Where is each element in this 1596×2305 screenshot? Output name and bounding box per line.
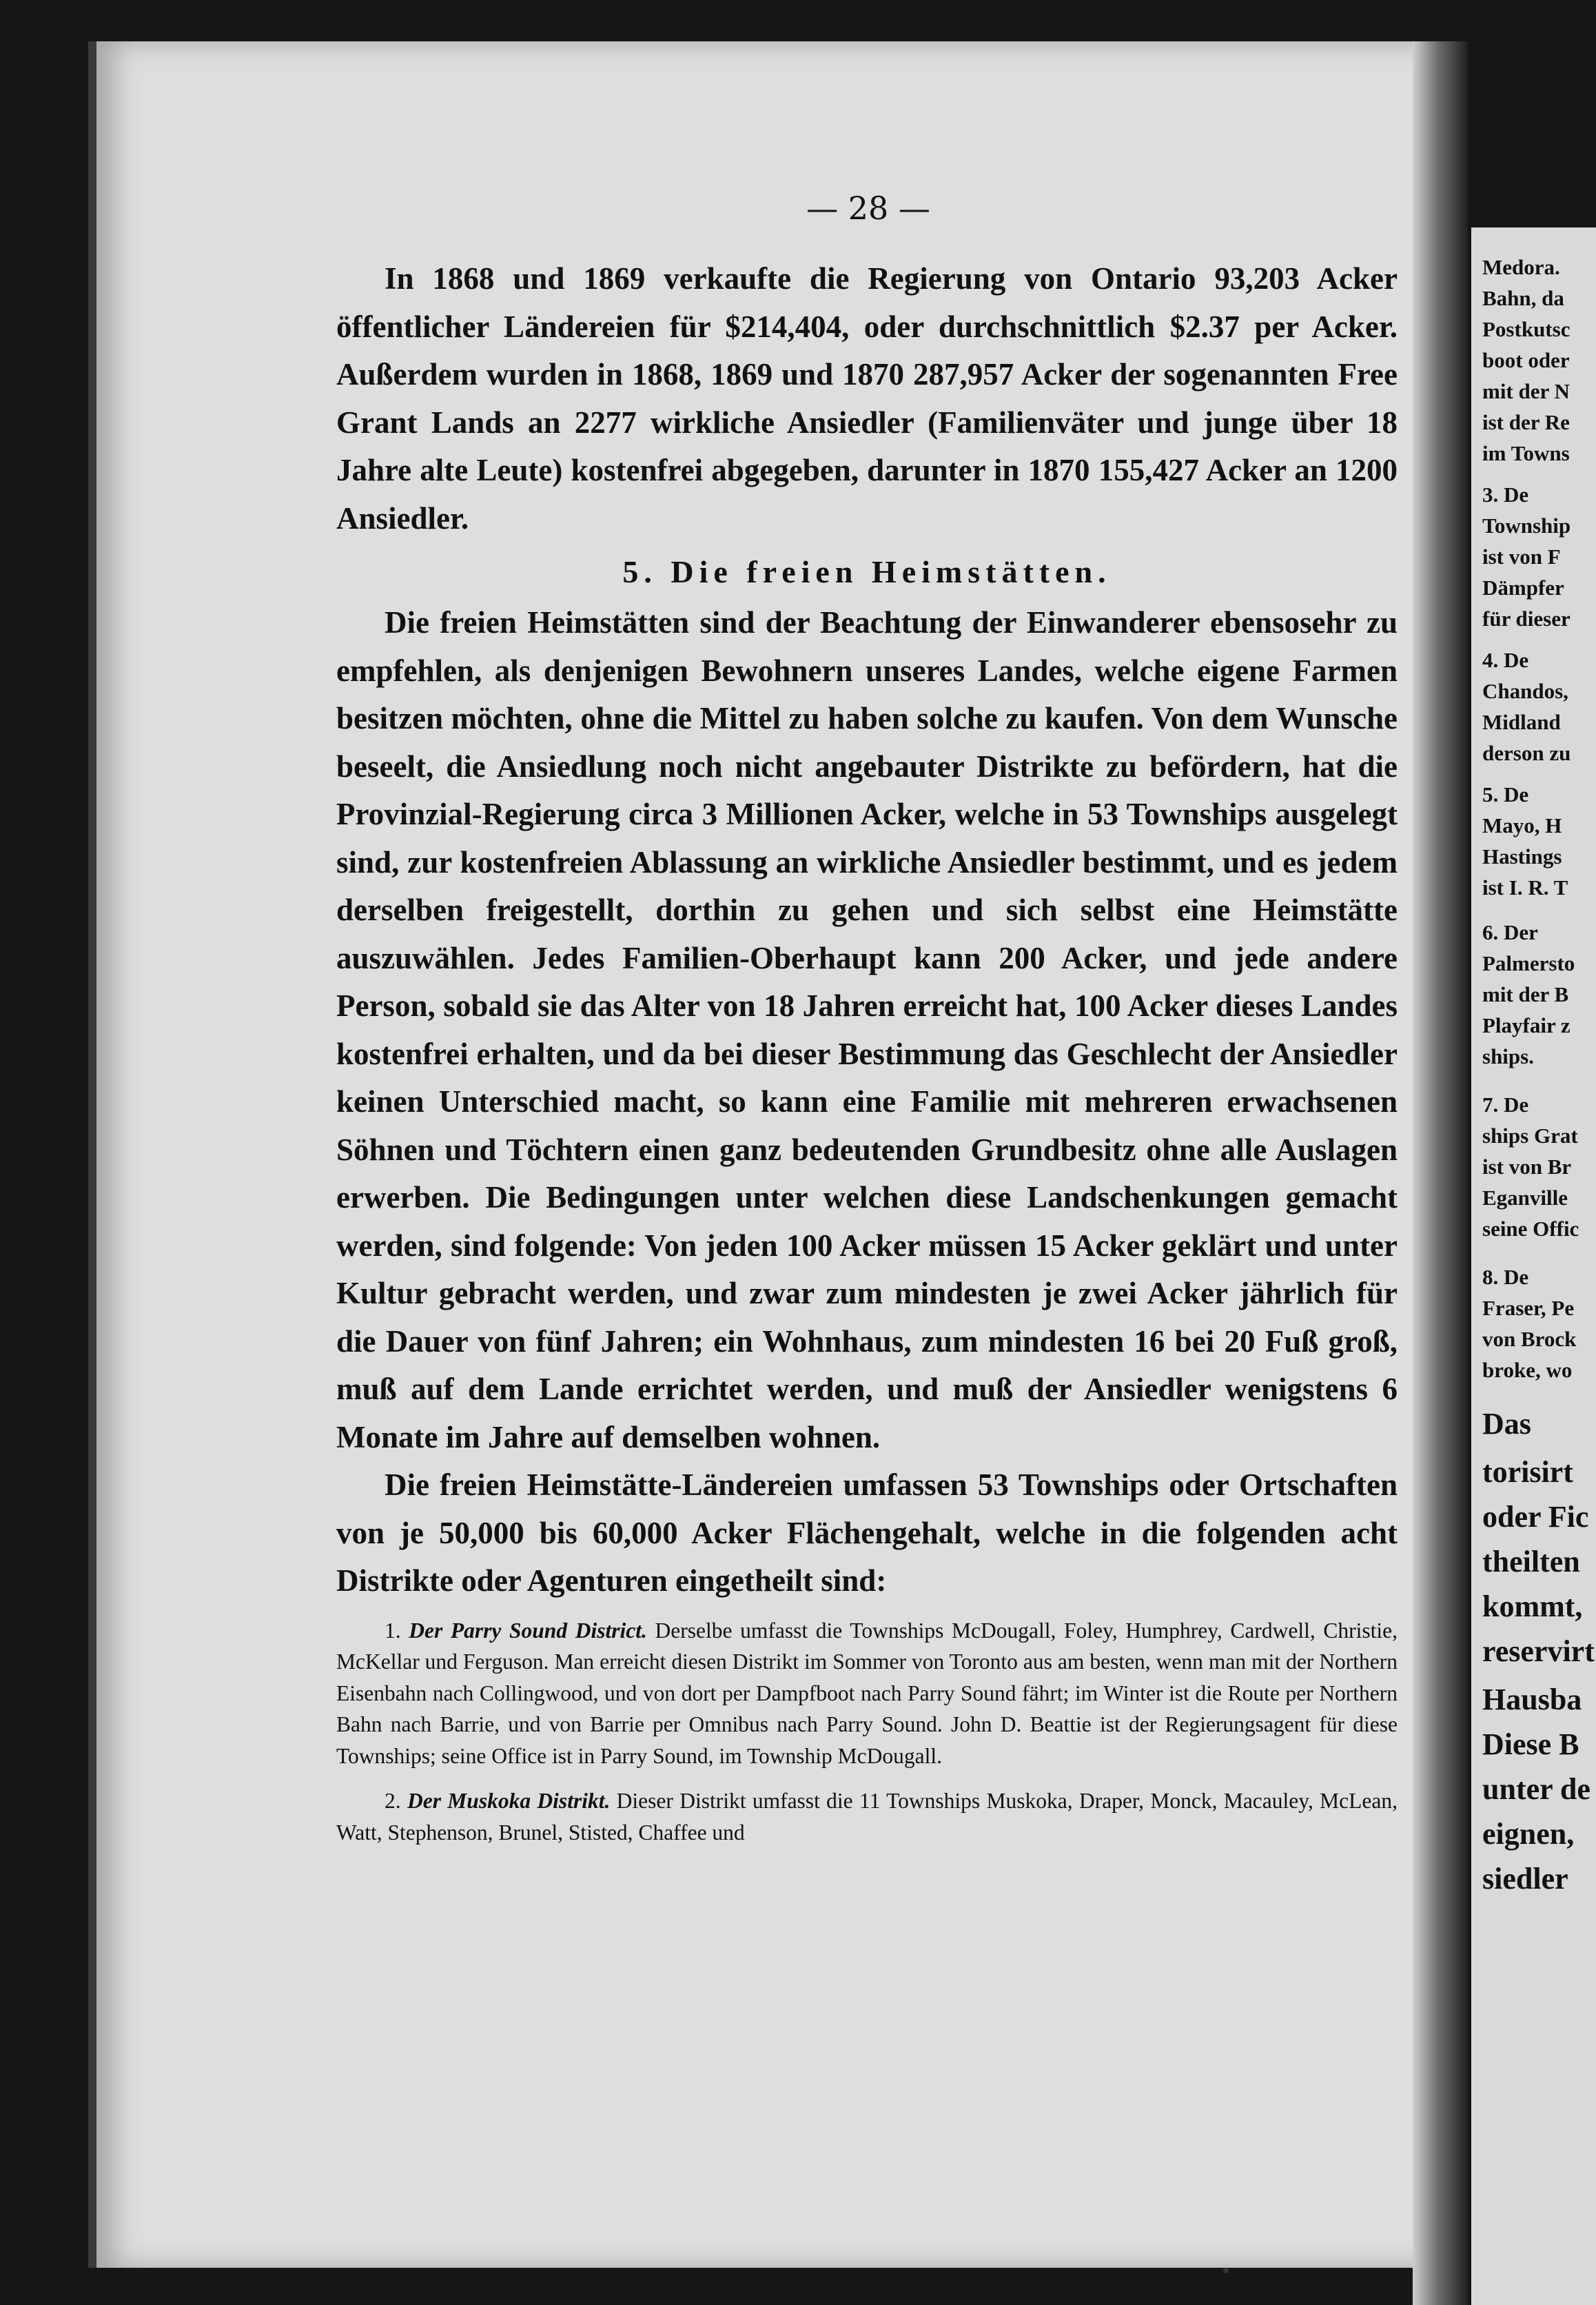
footnotes: [336, 1615, 1398, 1849]
footnote-parry-sound: [336, 1615, 1398, 1772]
main-text-column: [336, 255, 1398, 1848]
footnote-muskoka: [336, 1785, 1398, 1848]
footnote-text: Derselbe umfasst die Townships McDougall, Foley, Humphrey, Cardwell, Christie, McKellar und Ferguson. Man erreicht diesen Distrikt im Sommer von Toronto aus am besten, wenn man mit der Northern Eisenbahn nach Collingwood, und von dort per Dampfboot nach Parry Sound fährt; im Winter ist die Route per Northern Bahn nach Barrie, und von Barrie per Omnibus nach Parry Sound. John D. Beattie ist der Regierungsagent für diese Townships; seine Office ist in Parry Sound, im Township McDougall.: [336, 1618, 1398, 1768]
facing-page-line: Playfair z: [1482, 1013, 1571, 1037]
facing-page-line: 5. De: [1482, 782, 1529, 806]
facing-page-line: 6. Der: [1482, 920, 1538, 944]
footnote-number: 1.: [385, 1618, 401, 1643]
facing-page-line: ist von Br: [1482, 1155, 1572, 1179]
facing-page-line: für dieser: [1482, 607, 1571, 631]
paragraph-townships: Die freien Heimstätte-Ländereien umfassen 53 Townships oder Ortschaften von je 50,000 bis 60,000 Acker Flächengehalt, welche in die folgenden acht Distrikte oder Agenturen eingetheilt sind:: [336, 1468, 1398, 1598]
paragraph-land-sales: In 1868 und 1869 verkaufte die Regierung von Ontario 93,203 Acker öffentlicher Ländereien für $214,404, oder durchschnittlich $2.37 per Acker. Außerdem wurden in 1868, 1869 und 1870 287,957 Acker der sogenannten Free Grant Lands an 2277 wirkliche Ansiedler (Familienväter und junge über 18 Jahre alte Leute) kostenfrei abgegeben, darunter in 1870 155,427 Acker an 1200 Ansiedler.: [336, 261, 1398, 536]
facing-page-line: Dämpfer: [1482, 576, 1564, 600]
facing-page-line: kommt,: [1482, 1590, 1583, 1623]
facing-page-line: 8. De: [1482, 1265, 1529, 1289]
facing-page-line: ist I. R. T: [1482, 875, 1568, 900]
facing-page-line: seine Offic: [1482, 1217, 1579, 1241]
facing-page-line: boot oder: [1482, 348, 1570, 372]
paragraph-homesteads: Die freien Heimstätten sind der Beachtung der Einwanderer ebensosehr zu empfehlen, als denjenigen Bewohnern unseres Landes, welche eigene Farmen besitzen möchten, ohne die Mittel zu haben solche zu kaufen. Von dem Wunsche beseelt, die Ansiedlung noch nicht angebauter Distrikte zu befördern, hat die Provinzial-Regierung circa 3 Millionen Acker, welche in 53 Townships ausgelegt sind, zur kostenfreien Ablassung an wirkliche Ansiedler bestimmt, und es jedem derselben freigestellt, dorthin zu gehen und sich selbst eine Heimstätte auszuwählen. Jedes Familien-Oberhaupt kann 200 Acker, und jede andere Person, sobald sie das Alter von 18 Jahren erreicht hat, 100 Acker dieses Landes kostenfrei erhalten, und da bei dieser Bestimmung das Geschlecht der Ansiedler keinen Unterschied macht, so kann eine Familie mit mehreren erwachsenen Söhnen und Töchtern einen ganz bedeutenden Grundbesitz ohne alle Auslagen erwerben. Die Bedingungen unter welchen diese Landschenkungen gemacht werden, sind folgende: Von jeden 100 Acker müssen 15 Acker geklärt und unter Kultur gebracht werden, und zwar zum mindesten je zwei Acker jährlich für die Dauer von fünf Jahren; ein Wohnhaus, zum mindesten 16 bei 20 Fuß groß, muß auf dem Lande errichtet werden, und muß der Ansiedler wenigstens 6 Monate im Jahre auf demselben wohnen.: [336, 605, 1398, 1454]
facing-page-line: im Towns: [1482, 441, 1570, 465]
footnote-title: Der Muskoka Distrikt.: [407, 1789, 611, 1813]
facing-page-line: siedler: [1482, 1862, 1568, 1896]
page-number: — 28 —: [806, 190, 930, 227]
facing-page-line: Fraser, Pe: [1482, 1296, 1575, 1320]
facing-page-line: Medora.: [1482, 255, 1560, 279]
section-heading: 5. Die freien Heimstätten.: [622, 554, 1112, 589]
facing-page-line: Hastings: [1482, 844, 1562, 869]
facing-page-line: Midland: [1482, 710, 1561, 734]
facing-page-line: eignen,: [1482, 1817, 1575, 1851]
facing-page-line: reservirt: [1482, 1634, 1595, 1668]
facing-page-line: mit der B: [1482, 982, 1569, 1006]
footnote-text: Dieser Distrikt umfasst die 11 Townships Muskoka, Draper, Monck, Macauley, McLean, Watt, Stephenson, Brunel, Stisted, Chaffee und: [336, 1789, 1398, 1845]
facing-page-line: 4. De: [1482, 648, 1529, 672]
facing-page-line: Das: [1482, 1407, 1531, 1441]
facing-page-strip: [1471, 227, 1596, 2305]
facing-page-line: mit der N: [1482, 379, 1570, 403]
facing-page-line: broke, wo: [1482, 1358, 1573, 1382]
ink-dot: [1223, 2268, 1229, 2273]
facing-page-line: ist der Re: [1482, 410, 1570, 434]
facing-page-line: Township: [1482, 514, 1571, 538]
facing-page-line: Chandos,: [1482, 679, 1568, 703]
facing-page-line: derson zu: [1482, 741, 1571, 765]
facing-page-line: von Brock: [1482, 1327, 1577, 1351]
facing-page-line: Diese B: [1482, 1727, 1579, 1761]
facing-page-line: ships Grat: [1482, 1124, 1578, 1148]
facing-page-line: Mayo, H: [1482, 813, 1562, 837]
footnote-number: 2.: [385, 1789, 401, 1813]
facing-page-line: oder Fic: [1482, 1500, 1589, 1534]
facing-page-line: theilten: [1482, 1545, 1580, 1578]
facing-page-line: Bahn, da: [1482, 286, 1564, 310]
facing-page-line: Hausba: [1482, 1683, 1582, 1716]
facing-page-line: Postkutsc: [1482, 317, 1571, 341]
facing-page-line: torisirt: [1482, 1455, 1573, 1489]
facing-page-line: Eganville: [1482, 1186, 1568, 1210]
facing-page-line: 3. De: [1482, 483, 1529, 507]
facing-page-line: unter de: [1482, 1772, 1590, 1806]
facing-page-line: ships.: [1482, 1044, 1534, 1068]
book-spine-shadow: [1413, 41, 1468, 2305]
facing-page-line: ist von F: [1482, 545, 1561, 569]
footnote-title: Der Parry Sound District.: [409, 1618, 647, 1643]
facing-page-line: Palmersto: [1482, 951, 1575, 975]
facing-page-line: 7. De: [1482, 1093, 1529, 1117]
